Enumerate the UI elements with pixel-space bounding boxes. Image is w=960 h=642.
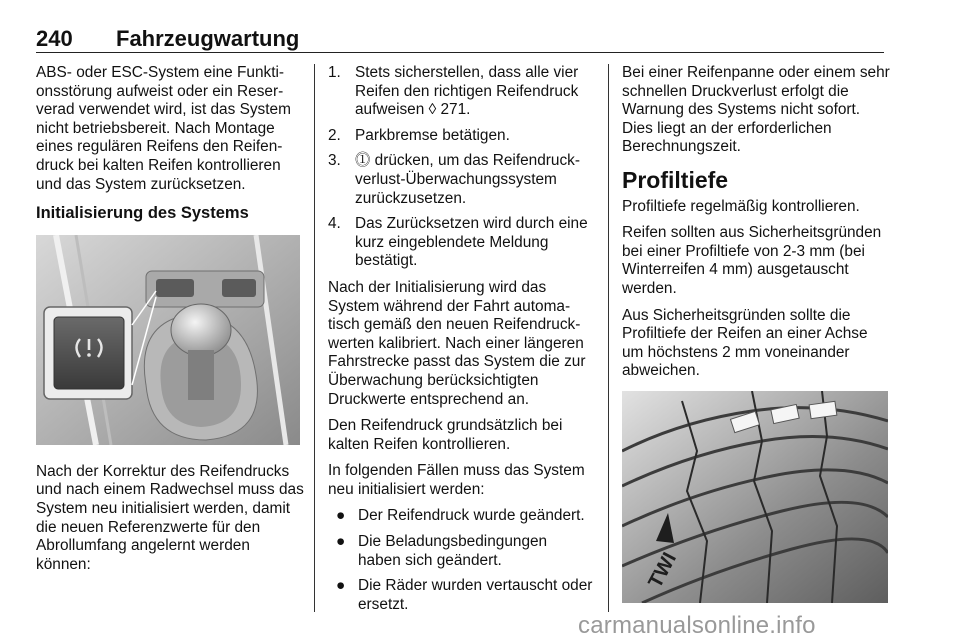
reinit-paragraph: Nach der Korrektur des Reifendrucks und nach einem Radwechsel muss das System neu initialisiert werden, damit die neuen Referenzwerte für den Abrollumfang angelernt werden können: [36, 462, 304, 573]
step-number: 1. [328, 64, 341, 81]
step-number: 3. [328, 152, 341, 170]
step-text: ⓵ drücken, um das Reifendruckverlust-Überwachungssystem zurückzusetzen. [355, 152, 580, 207]
steps-list [328, 64, 593, 271]
column-left [36, 64, 304, 582]
page-title: Fahrzeugwartung [116, 26, 300, 51]
twi-label: TWI [644, 548, 682, 592]
cases-list [328, 507, 593, 614]
list-item-text: Der Reifendruck wurde geändert. [358, 507, 585, 525]
step-text: Stets sicherstellen, dass alle vier Reifen den richtigen Reifendruck aufweisen ◊ 271. [355, 64, 579, 119]
tread-check-paragraph: Profiltiefe regelmäßig kontrollieren. [622, 197, 860, 215]
watermark: carmanualsonline.info [578, 612, 816, 639]
column-middle [328, 64, 593, 621]
list-item-text: Die Räder wurden vertauscht oder ersetzt. [358, 577, 593, 613]
puncture-paragraph: Bei einer Reifenpanne oder einem sehr schnellen Druckverlust erfolgt die Warnung des Systems nicht sofort. Dies liegt an der erforderlichen Berechnungszeit. [622, 64, 890, 156]
step-item [328, 127, 593, 146]
bullet-icon: ● [336, 507, 346, 525]
tread-axle-paragraph: Aus Sicherheitsgründen sollte die Profiltiefe der Reifen an einer Achse um höchstens 2 mm voneinander abweichen. [622, 306, 868, 380]
step-number: 4. [328, 215, 341, 233]
section-heading-tread-depth: Profiltiefe [622, 166, 729, 193]
header-divider [36, 52, 884, 53]
section-heading-initialisation: Initialisierung des Systems [36, 204, 249, 223]
tyre-tread-illustration [622, 391, 888, 603]
list-item-text: Die Beladungsbedingungen haben sich geändert. [358, 533, 548, 569]
step-item [328, 64, 593, 120]
list-item [328, 533, 593, 570]
cold-tyre-paragraph: Den Reifendruck grundsätzlich bei kalten Reifen kontrollieren. [328, 417, 563, 453]
column-right [622, 64, 890, 603]
list-item [328, 507, 593, 526]
column-divider-2 [608, 64, 609, 612]
list-item [328, 577, 593, 614]
bullet-icon: ● [336, 533, 346, 551]
step-item [328, 215, 593, 271]
page-number: 240 [36, 26, 73, 51]
step-text: Parkbremse betätigen. [355, 126, 510, 144]
bullet-icon: ● [336, 577, 346, 595]
calibration-paragraph: Nach der Initialisierung wird das System während der Fahrt automatisch gemäß den neuen Reifendruckwerten kalibriert. Nach einer längeren Fahrstrecke passt das System die zur Überwachung berücksichtigten Druckwerte entsprechend an. [328, 278, 586, 408]
intro-paragraph: ABS- oder ESC-System eine Funktionsstörung aufweist oder ein Reserverad verwendet wird, ist das System nicht betriebsbereit. Nach Montage eines regulären Reifens den Reifendruck bei kalten Reifen kontrollieren und das System zurücksetzen. [36, 64, 291, 193]
step-item [328, 152, 593, 208]
console-tpms-button-illustration [36, 235, 300, 445]
column-divider-1 [314, 64, 315, 612]
page-header [36, 26, 884, 50]
tread-replace-paragraph: Reifen sollten aus Sicherheitsgründen bei einer Profiltiefe von 2-3 mm (bei Winterreifen 4 mm) ausgetauscht werden. [622, 224, 882, 297]
cases-intro-paragraph: In folgenden Fällen muss das System neu initialisiert werden: [328, 462, 585, 498]
step-text: Das Zurücksetzen wird durch eine kurz eingeblendete Meldung bestätigt. [355, 215, 588, 270]
step-number: 2. [328, 126, 341, 144]
